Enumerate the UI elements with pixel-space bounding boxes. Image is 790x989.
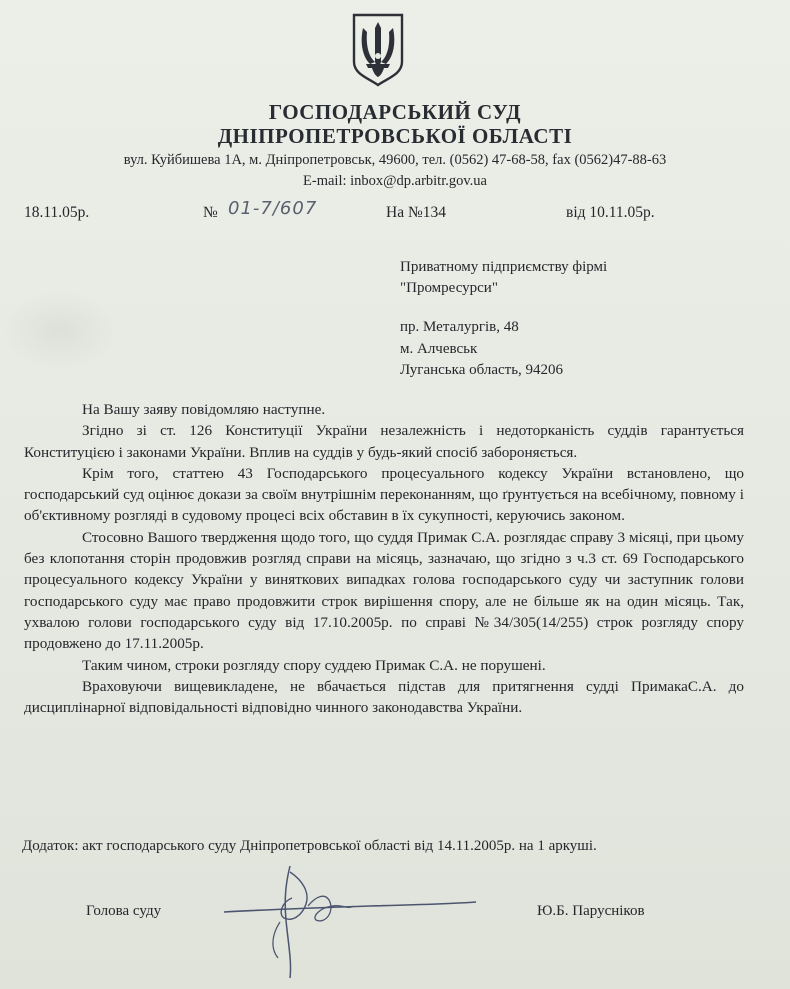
court-address: вул. Куйбишева 1А, м. Дніпропетровськ, 49600, тел. (0562) 47-68-58, fax (0562)47-88-63 [123, 152, 667, 168]
reference-number: На №134 [386, 204, 446, 221]
body-paragraph: Крім того, статтею 43 Господарського процесуального кодексу України встановлено, що господарський суд оцінює докази за своїм внутрішнім переконанням, що ґрунтується на всебічному, повному і об'єктивному розгляді в судовому процесі всіх обставин в їх сукупності, керуючись законом. [24, 464, 744, 525]
body-paragraph: Згідно зі ст. 126 Конституції України незалежність і недоторканість суддів гарантується Конституцією і законами України. Вплив на суддів у будь-який спосіб забороняється. [24, 422, 744, 461]
recipient-line1: Приватному підприємству фірмі [400, 259, 608, 275]
signatory-title: Голова суду [86, 903, 162, 919]
body-paragraph: Враховуючи вищевикладене, не вбачається підстав для притягнення судді ПримакаС.А. до дисциплінарної відповідальності відповідно чинного законодавства України. [24, 677, 744, 717]
handwritten-signature [220, 862, 480, 980]
letter-date: 18.11.05р. [24, 204, 90, 221]
body-paragraph: Таким чином, строки розгляду спору суддею Примак С.А. не порушені. [82, 656, 546, 674]
body-paragraph: Стосовно Вашого твердження щодо того, що суддя Примак С.А. розглядає справу 3 місяці, при цьому без клопотання сторін продовжив розгляд справи на місяць, зазначаю, що згідно з ч.3 ст. 69 Господарського процесуального кодексу України у виняткових випадках голова господарського суду чи заступник голови господарського суду має право продовжити строк вирішення спору, але не більше як на один місяць. Так, ухвалою голови господарського суду від 17.10.2005р. по справі №34/305(14/255) строк розгляду спору продовжено до 17.11.2005р. [24, 528, 744, 653]
letter-number-label: № [203, 204, 218, 221]
recipient-region: Луганська область, 94206 [400, 362, 564, 378]
bleed-through-mark [0, 290, 120, 370]
signatory-name: Ю.Б. Парусніков [537, 903, 645, 919]
court-email: E-mail: inbox@dp.arbitr.gov.ua [303, 173, 487, 189]
tryzub-coat-of-arms-icon [350, 12, 406, 88]
body-paragraph: На Вашу заяву повідомляю наступне. [82, 401, 326, 418]
court-name-line1: ГОСПОДАРСЬКИЙ СУД [268, 100, 522, 124]
court-name-line2: ДНІПРОПЕТРОВСЬКОЇ ОБЛАСТІ [217, 124, 573, 148]
recipient-city: м. Алчевськ [400, 341, 478, 357]
recipient-street: пр. Металургів, 48 [400, 319, 519, 335]
reference-date: від 10.11.05р. [566, 204, 655, 221]
recipient-company: "Промресурси" [400, 280, 498, 296]
letter-number-handwritten: 01-7/607 [228, 198, 318, 219]
attachment-note: Додаток: акт господарського суду Дніпропетровської області від 14.11.2005р. на 1 аркуші. [22, 838, 597, 854]
letter-body [24, 399, 744, 718]
